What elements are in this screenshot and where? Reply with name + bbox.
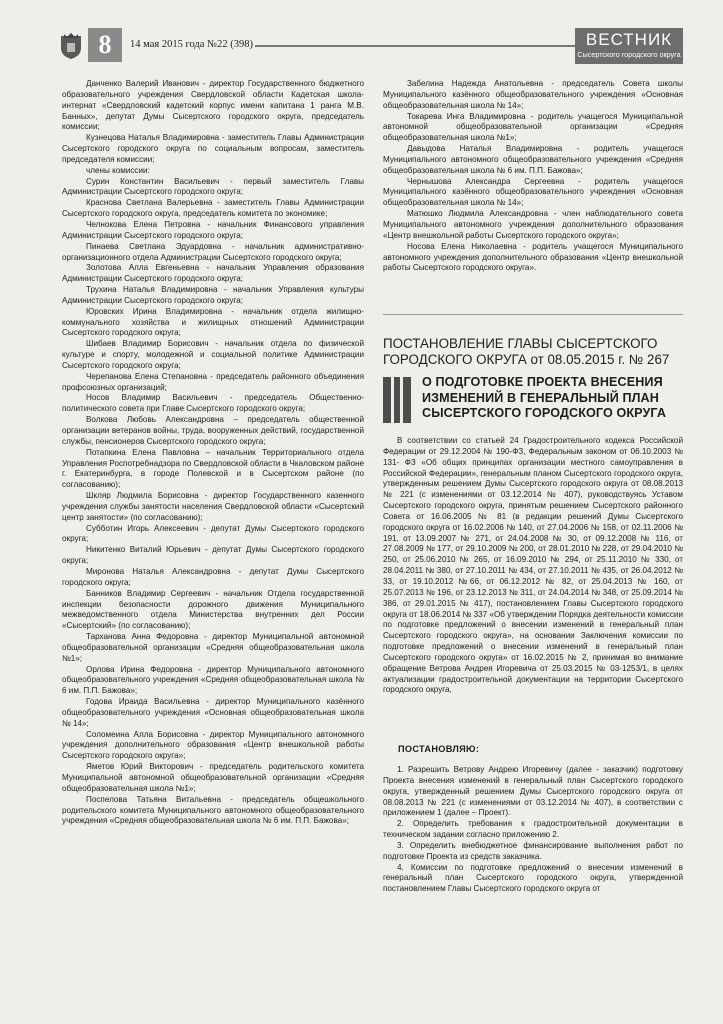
commission-member: Матюшко Людмила Александровна - член наблюдательного совета Муниципального автономного учреждения дополнительного образования «Центр внешкольной работы Сысертского городского округа»; <box>383 209 683 240</box>
commission-member: Черепанова Елена Степановна - председатель районного объединения профсоюзных организаций; <box>62 371 364 392</box>
decree-heading: О ПОДГОТОВКЕ ПРОЕКТА ВНЕСЕНИЯ ИЗМЕНЕНИЙ В ГЕНЕРАЛЬНЫЙ ПЛАН СЫСЕРТСКОГО ГОРОДСКОГО ОКРУГА <box>422 375 667 420</box>
commission-member: Шкляр Людмила Борисовна - директор Государственного казенного учреждения службы занятости населения Свердловской области «Сысертский центр занятости» (по согласованию); <box>62 491 364 522</box>
commission-member: Челнокова Елена Петровна - начальник Финансового управления Администрации Сысертского городского округа; <box>62 219 364 240</box>
heading-bar-icon <box>383 377 413 423</box>
masthead <box>575 28 683 64</box>
masthead-subtitle: Сысертского городского округа <box>577 50 681 59</box>
members-label: члены комиссии: <box>86 165 150 175</box>
decree-preamble-block <box>383 436 683 696</box>
commission-member: Никитенко Виталий Юрьевич - депутат Думы Сысертского городского округа; <box>62 545 364 566</box>
commission-member: Чернышова Александра Сергеевна - родитель учащегося Муниципального казённого общеобразовательного учреждения «Основная общеобразовательная школа № 14»; <box>383 176 683 208</box>
masthead-title: ВЕСТНИК <box>585 30 673 49</box>
decree-item: 4. Комиссии по подготовке предложений о внесении изменений в генеральный план Сысертского городского округа, утвержденной постановлением Главы Сысертского городского округа от <box>383 862 683 894</box>
commission-member: Данченко Валерий Иванович - директор Государственного бюджетного образовательного учреждения Свердловской области Кадетская школа-интернат «Свердловский кадетский корпус имени капитана 1 ранга М.В. Банных», депутат Думы Сысертского городского округа, председатель комиссии; <box>62 79 364 132</box>
decree-item: 2. Определить требования к градостроительной документации в техническом задании согласно приложению 2. <box>383 819 683 840</box>
decree-item: 1. Разрешить Ветрову Андрею Игоревичу (далее - заказчик) подготовку Проекта внесения изменений в генеральный план Сысертского городского округа, утвержденный решением Думы Сысертского городского округа от 08.08.2013 № 221 (с изменениями от 03.12.2014 № 407), в соответствии с приложением 1 (далее – Проект). <box>383 765 683 818</box>
header-divider <box>255 45 575 47</box>
commission-member: Миронова Наталья Александровна - депутат Думы Сысертского городского округа; <box>62 566 364 587</box>
commission-member: Сурин Константин Васильевич - первый заместитель Главы Администрации Сысертского городского округа; <box>62 176 364 197</box>
decision-word: ПОСТАНОВЛЯЮ: <box>398 744 480 754</box>
commission-member: Годова Ираида Васильевна - директор Муниципального казённого общеобразовательного учреждения «Основная общеобразовательная школа № 14»; <box>62 697 364 728</box>
commission-member: Забелина Надежда Анатольевна - председатель Совета школы Муниципального казённого общеобразовательного учреждения «Основная общеобразовательная школа № 14»; <box>383 79 683 110</box>
commission-member: Давыдова Наталья Владимировна - родитель учащегося Муниципального автономного общеобразовательного учреждения «Средняя общеобразовательная школа № 6 им. П.П. Бажова»; <box>383 144 683 175</box>
commission-member: Токарева Инга Владимировна - родитель учащегося Муниципальной автономной общеобразовательной организации «Средняя общеобразовательная школа №1»; <box>383 111 683 143</box>
commission-member: Золотова Алла Евгеньевна - начальник Управления образования Администрации Сысертского городского округа; <box>62 263 364 284</box>
commission-member: Яметов Юрий Викторович - председатель родительского комитета Муниципальной автономной общеобразовательной организации «Средняя общеобразовательная школа №1»; <box>62 762 364 793</box>
commission-member: Соломеина Алла Борисовна - директор Муниципального автономного учреждения дополнительного образования «Центр внешкольной работы Сысертского городского округа»; <box>62 729 364 761</box>
commission-member: Краснова Светлана Валерьевна - заместитель Главы Администрации Сысертского городского округа, председатель комитета по экономике; <box>62 198 364 219</box>
commission-member: Банников Владимир Сергеевич - начальник Отдела государственной инспекции безопасности дорожного движения Муниципального межведомственного отдела Министерства внутренних дел России «Сысертский» (по согласованию); <box>62 588 364 631</box>
section-divider <box>383 314 683 315</box>
commission-member: Носов Владимир Васильевич - председатель Общественно-политического совета при Главе Сысертского городского округа; <box>62 393 364 414</box>
decree-preamble: В соответствии со статьей 24 Градостроительного кодекса Российской Федерации от 29.12.2004 № 190-ФЗ, Федеральным законом от 06.10.2003 № 131- ФЗ «Об общих принципах организации местного самоуправления в Российской Федерации», генеральным планом Сысертского городского округа, утвержденным решением Думы Сысертского городского округа от 08.08.2013 № 221 (с изменениями от 03.12.2014 № 407), руководствуясь Уставом Сысертского городского округа, принятым решением Сысертского районного Совета от 16.06.2005 № 81 (в редакции решений Думы Сысертского городского округа от 16.02.2006 № 140, от 27.04.2006 № 158, от 02.11.2006 № 191, от 13.09.2007 № 271, от 24.04.2008 № 30, от 09.12.2008 № 116, от 27.08.2009 № 177, от 29.10.2009 № 200, от 28.01.2010 № 228, от 29.04.2010 № 250, от 25.06.2010 № 265, от 16.09.2010 № 294, от 25.11.2010 № 330, от 28.04.2011 № 380, от 27.10.2011 № 434, от 27.10.2011 № 435, от 26.04.2012 № 33, от 19.10.2012 №66, от 06.12.2012 № 82, от 25.04.2013 № 160, от 25.07.2013 № 196, от 23.12.2013 № 311, от 24.04.2014 № 348, от 25.09.2014 № 386, от 29.01.2015 № 417), постановлением Главы Сысертского городского округа от 18.06.2014 № 337 «Об утверждении Порядка деятельности комиссии по подготовке предложений о внесении изменений в генеральный план Сысертского городского округа», на основании Заключения комиссии по подготовке предложений о внесении изменений в генеральный план Сысертского городского округа» от 16.02.2015 № 2, принимая во внимание обращение Ветрова Андрея Игоревича от 25.03.2015 № 03-1253/1, в целях актуализации градостроительной документации на территории Сысертского городского округа, <box>383 436 683 695</box>
commission-member: Потапкина Елена Павловна – начальник Территориального отдела Управления Роспотребнадзора по Свердловской области в Чкаловском районе г. Екатеринбурга, в городе Полевской и в Сысертском районе (по согласованию); <box>62 447 364 490</box>
page-number: 8 <box>88 28 122 62</box>
decree-heading-block <box>383 375 683 427</box>
commission-member: Тарханова Анна Федоровна - директор Муниципальной автономной общеобразовательной организации «Средняя общеобразовательная школа №1»; <box>62 632 364 663</box>
decree-title: ПОСТАНОВЛЕНИЕ ГЛАВЫ СЫСЕРТСКОГО ГОРОДСКОГО ОКРУГА от 08.05.2015 г. № 267 <box>383 336 670 367</box>
commission-member: Волкова Любовь Александровна – председатель общественной организации ветеранов войны, труда, вооруженных действий, государственной службы, пенсионеров Сысертского городского округа; <box>62 415 364 446</box>
decree-item: 3. Определить внебюджетное финансирование выполнения работ по подготовке Проекта из средств заказчика. <box>383 840 683 861</box>
commission-member: Субботин Игорь Алексеевич - депутат Думы Сысертского городского округа; <box>62 523 364 544</box>
right-column-members <box>383 79 683 274</box>
commission-member: Орлова Ирина Федоровна - директор Муниципального автономного общеобразовательного учреждения «Средняя общеобразовательная школа № 6 им. П.П. Бажова»; <box>62 664 364 696</box>
commission-member: Юровских Ирина Владимировна - начальник отдела жилищно-коммунального хозяйства и жилищных отношений Администрации Сысертского городского округа; <box>62 306 364 338</box>
decree-items <box>383 765 683 895</box>
commission-member: Носова Елена Николаевна - родитель учащегося Муниципального автономного учреждения дополнительного образования «Центр внешкольной работы Сысертского городского округа». <box>383 241 683 273</box>
coat-of-arms-icon <box>58 32 84 60</box>
issue-date: 14 мая 2015 года №22 (398) <box>130 39 253 50</box>
commission-member: Пинаева Светлана Эдуардовна - начальник административно-организационного отдела Администрации Сысертского городского округа; <box>62 241 364 262</box>
commission-member: Кузнецова Наталья Владимировна - заместитель Главы Администрации Сысертского городского округа по социальным вопросам, заместитель председателя комиссии; <box>62 133 364 164</box>
commission-member: Поспелова Татьяна Витальевна - председатель общешкольного родительского комитета Муниципального автономного общеобразовательного учреждения «Средняя общеобразовательная школа № 6 им. П.П. Бажова»; <box>62 794 364 826</box>
commission-member: Шибаев Владимир Борисович - начальник отдела по физической культуре и спорту, молодежной и социальной политике Администрации Сысертского городского округа; <box>62 339 364 370</box>
commission-member: Трухина Наталья Владимировна - начальник Управления культуры Администрации Сысертского городского округа; <box>62 285 364 305</box>
left-column <box>62 79 364 827</box>
